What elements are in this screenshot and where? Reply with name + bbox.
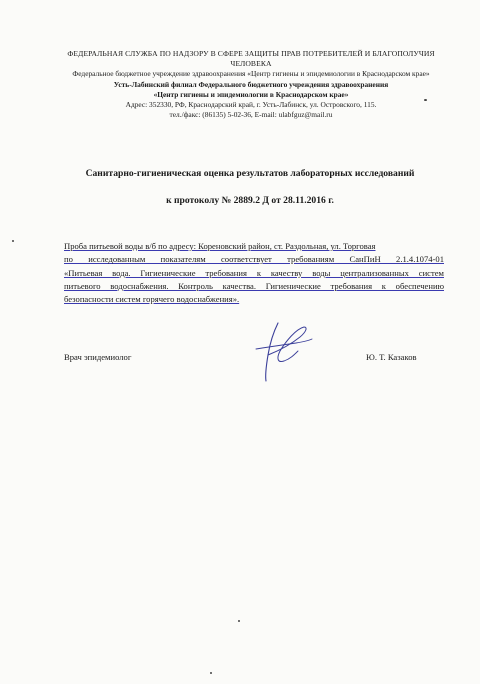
letterhead [56, 49, 446, 120]
conclusion-text [64, 240, 444, 306]
institution-name: Федеральное бюджетное учреждение здравоохранения «Центр гигиены и эпидемиологии в Краснодарском крае» [72, 69, 430, 79]
signer-name: Ю. Т. Казаков [366, 352, 417, 362]
handwritten-signature [248, 315, 318, 385]
conclusion-line-1: Проба питьевой воды в/б по адресу: Кореновский район, ст. Раздольная, ул. Торговая [64, 241, 376, 251]
scan-speck [424, 99, 427, 101]
scan-speck [210, 672, 212, 674]
address-line: Адрес: 352330, РФ, Краснодарский край, г. Усть-Лабинск, ул. Островского, 115. [125, 100, 377, 110]
conclusion-line-4: питьевого водоснабжения. Контроль качества. Гигиенические требования к обеспечению [64, 280, 444, 291]
contacts-line: тел./факс: (86135) 5-02-36, E-mail: ulabfguz@mail.ru [169, 110, 333, 120]
branch-name-line1: Усть-Лабинский филиал Федерального бюджетного учреждения здравоохранения [113, 79, 389, 89]
scan-speck [12, 240, 14, 242]
branch-name-line2: «Центр гигиены и эпидемиологии в Краснодарском крае» [153, 89, 349, 99]
conclusion-line-3: «Питьевая вода. Гигиенические требования к качеству воды централизованных систем [64, 267, 444, 278]
protocol-reference: к протоколу № 2889.2 Д от 28.11.2016 г. [166, 195, 334, 206]
conclusion-line-5: безопасности систем горячего водоснабжения». [64, 294, 240, 305]
signer-position: Врач эпидемиолог [64, 352, 132, 362]
conclusion-line-2: по исследованным показателям соответствует требованиям СанПиН 2.1.4.1074-01 [64, 254, 444, 265]
agency-name: ФЕДЕРАЛЬНАЯ СЛУЖБА ПО НАДЗОРУ В СФЕРЕ ЗАЩИТЫ ПРАВ ПОТРЕБИТЕЛЕЙ И БЛАГОПОЛУЧИЯ ЧЕЛОВЕКА [67, 49, 435, 69]
scan-speck [238, 620, 240, 622]
document-title: Санитарно-гигиеническая оценка результатов лабораторных исследований [85, 168, 415, 179]
